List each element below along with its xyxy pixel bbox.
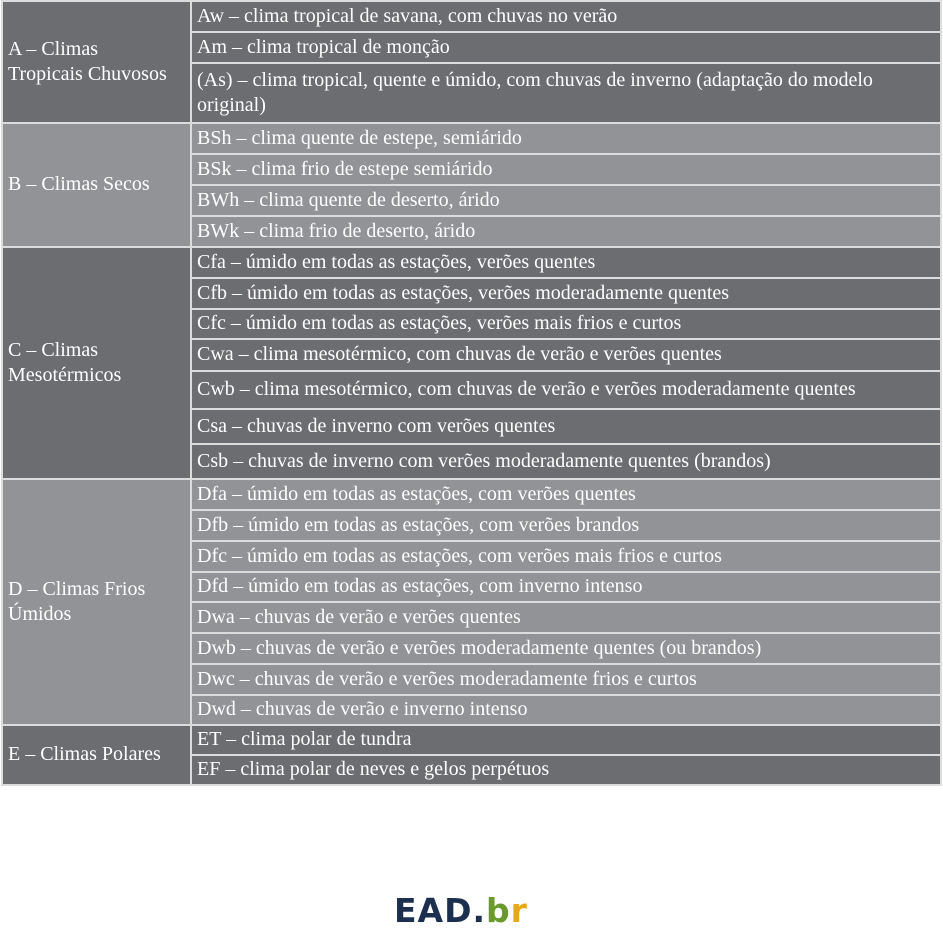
climate-type-cell: Dfd – úmido em todas as estações, com inverno intenso: [191, 572, 941, 602]
logo-b-letter: b: [486, 891, 511, 930]
table-row: [2, 1, 941, 32]
climate-type-cell: Cwa – clima mesotérmico, com chuvas de verão e verões quentes: [191, 339, 941, 371]
climate-type-cell: Cfc – úmido em todas as estações, verões mais frios e curtos: [191, 309, 941, 339]
climate-type-cell: BWk – clima frio de deserto, árido: [191, 216, 941, 247]
group-label-line: A – Climas: [8, 37, 99, 60]
logo-ead-text: EAD: [394, 891, 473, 930]
group-label-line: Mesotérmicos: [8, 363, 122, 386]
climate-type-cell: Dfb – úmido em todas as estações, com verões brandos: [191, 510, 941, 541]
climate-group-label: [2, 247, 191, 479]
climate-type-cell: Dfa – úmido em todas as estações, com verões quentes: [191, 479, 941, 510]
climate-group-label: [2, 1, 191, 123]
climate-type-cell: Cfb – úmido em todas as estações, verões moderadamente quentes: [191, 278, 941, 309]
logo-dot: .: [472, 891, 487, 930]
climate-type-cell: BSh – clima quente de estepe, semiárido: [191, 123, 941, 154]
table-row: [2, 725, 941, 755]
climate-type-cell: Dwd – chuvas de verão e inverno intenso: [191, 695, 941, 725]
climate-type-cell: Csa – chuvas de inverno com verões quentes: [191, 409, 941, 444]
climate-type-cell: Cwb – clima mesotérmico, com chuvas de verão e verões moderadamente quentes: [191, 371, 941, 409]
ead-br-logo: [394, 893, 528, 929]
group-label-line: Úmidos: [8, 602, 72, 625]
table-row: [2, 247, 941, 278]
climate-type-cell: Dfc – úmido em todas as estações, com verões mais frios e curtos: [191, 541, 941, 572]
group-label-line: E – Climas Polares: [8, 743, 161, 765]
climate-type-cell: Dwa – chuvas de verão e verões quentes: [191, 602, 941, 633]
climate-type-cell: BSk – clima frio de estepe semiárido: [191, 154, 941, 185]
climate-group-label: [2, 123, 191, 247]
climate-type-cell: Am – clima tropical de monção: [191, 32, 941, 63]
climate-type-cell: Csb – chuvas de inverno com verões moderadamente quentes (brandos): [191, 444, 941, 479]
table-row: [2, 123, 941, 154]
logo-r-letter: r: [510, 891, 528, 930]
climate-type-cell: EF – clima polar de neves e gelos perpétuos: [191, 755, 941, 785]
climate-group-label: [2, 725, 191, 785]
climate-classification-table: [1, 0, 942, 786]
climate-type-cell: Cfa – úmido em todas as estações, verões quentes: [191, 247, 941, 278]
climate-type-cell: ET – clima polar de tundra: [191, 725, 941, 755]
climate-type-cell: BWh – clima quente de deserto, árido: [191, 185, 941, 216]
climate-type-cell: Aw – clima tropical de savana, com chuvas no verão: [191, 1, 941, 32]
climate-type-cell: Dwc – chuvas de verão e verões moderadamente frios e curtos: [191, 664, 941, 695]
climate-group-label: [2, 479, 191, 725]
climate-type-cell: (As) – clima tropical, quente e úmido, com chuvas de inverno (adaptação do modelo original): [191, 63, 941, 123]
group-label-line: Tropicais Chuvosos: [8, 62, 167, 85]
table-row: [2, 479, 941, 510]
group-label-line: B – Climas Secos: [8, 173, 150, 195]
group-label-line: C – Climas: [8, 338, 99, 361]
group-label-line: D – Climas Frios: [8, 577, 146, 600]
climate-type-cell: Dwb – chuvas de verão e verões moderadamente quentes (ou brandos): [191, 633, 941, 664]
